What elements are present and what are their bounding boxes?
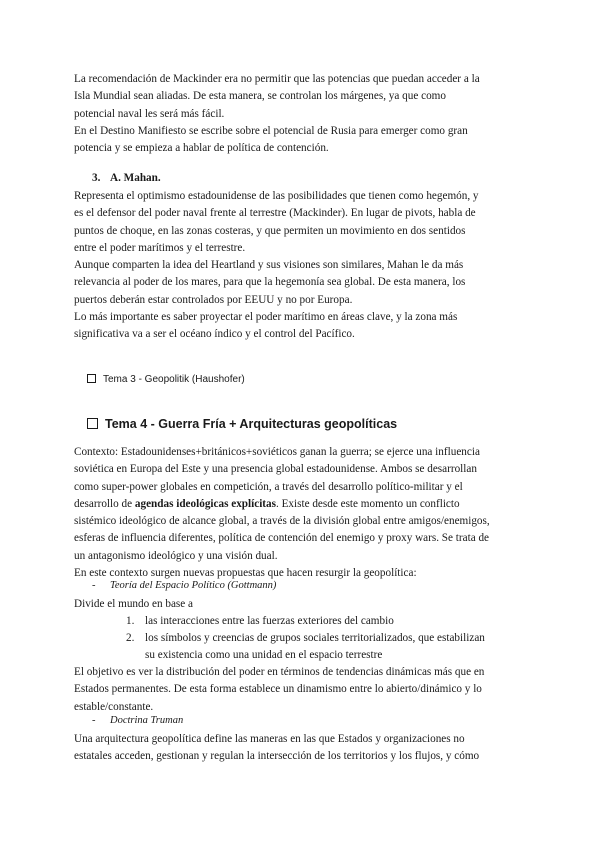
bold-phrase: agendas ideológicas explícitas xyxy=(134,497,276,510)
text-line xyxy=(126,613,394,630)
arquitectura-paragraph xyxy=(74,731,534,766)
text-line: un antagonismo ideológico y una visión dual. xyxy=(74,549,278,562)
mahan-paragraph xyxy=(74,188,534,344)
topic-3-heading xyxy=(87,374,245,385)
text-line: estatales acceden, gestionan y regulan la intersección de los territorios y los flujos, y cómo xyxy=(74,750,480,763)
text-line: significativa va a ser el océano índico y el control del Pacífico. xyxy=(74,328,355,341)
text-line: Representa el optimismo estadounidense de las posibilidades que tienen como hegemón, y xyxy=(74,190,479,202)
text-run: desarrollo de xyxy=(74,497,135,510)
dash-item-gottmann xyxy=(92,580,276,591)
section-number: 3. xyxy=(92,172,101,184)
checkbox-bullet-icon xyxy=(87,418,98,429)
text-line xyxy=(74,496,534,513)
text-line: potencial naval les será más fácil. xyxy=(74,107,225,120)
text-line: sistémico ideológico de alcance global, a través de la división global entre amigos/enemigos, xyxy=(74,515,490,528)
text-line: puertos deberán estar controlados por EEUU y no por Europa. xyxy=(74,293,353,306)
topic-4-label: Tema 4 - Guerra Fría + Arquitecturas geopolíticas xyxy=(105,417,398,431)
mackinder-paragraph xyxy=(74,71,534,157)
text-line: entre el poder marítimos y el terrestre. xyxy=(74,241,246,254)
text-line: La recomendación de Mackinder era no permitir que las potencias que puedan acceder a la xyxy=(74,73,480,85)
text-line: potencia y se empieza a hablar de política de contención. xyxy=(74,142,329,155)
text-line: Lo más importante es saber proyectar el poder marítimo en áreas clave, y la zona más xyxy=(74,311,458,324)
text-line: como super-power globales en competición, a través del desarrollo político-militar y el xyxy=(74,480,463,493)
text-line: su existencia como una unidad en el espacio terrestre xyxy=(145,649,383,662)
topic-4-heading xyxy=(87,417,397,431)
dash-item-truman xyxy=(92,715,183,726)
text-line: En el Destino Manifiesto se escribe sobre el potencial de Rusia para emerger como gran xyxy=(74,124,468,137)
divide-line xyxy=(74,596,534,613)
numbered-item xyxy=(126,613,394,630)
text-line: Contexto: Estadounidenses+británicos+soviéticos ganan la guerra; se ejerce una influencia xyxy=(74,446,480,458)
text-line: Aunque comparten la idea del Heartland y sus visiones son similares, Mahan le da más xyxy=(74,259,464,272)
dash-bullet: - xyxy=(92,715,96,726)
dash-item-label: Doctrina Truman xyxy=(110,715,184,726)
text-line: Divide el mundo en base a xyxy=(74,598,193,610)
text-line: soviética en Europa del Este y una presencia global estadounidense. Ambos se desarrollan xyxy=(74,463,477,476)
section-title: A. Mahan. xyxy=(110,172,161,184)
item-text: las interacciones entre las fuerzas exteriores del cambio xyxy=(145,615,394,627)
text-line: Estados permanentes. De esta forma establece un dinamismo entre lo abierto/dinámico y lo xyxy=(74,683,482,696)
text-line xyxy=(126,630,485,647)
item-number: 1. xyxy=(126,615,135,627)
text-line: puntos de choque, en las zonas costeras, y que permiten un movimiento en dos sentidos xyxy=(74,224,466,237)
item-text: los símbolos y creencias de grupos sociales territorializados, que estabilizan xyxy=(145,632,485,644)
text-line: En este contexto surgen nuevas propuestas que hacen resurgir la geopolítica: xyxy=(74,567,417,580)
section-heading-mahan xyxy=(92,172,161,184)
checkbox-bullet-icon xyxy=(87,374,96,383)
numbered-item xyxy=(126,630,485,665)
item-number: 2. xyxy=(126,632,135,644)
topic-3-label: Tema 3 - Geopolitik (Haushofer) xyxy=(103,374,245,385)
text-line: El objetivo es ver la distribución del poder en términos de tendencias dinámicas más que en xyxy=(74,666,485,678)
text-line: relevancia al poder de los mares, para que la hegemonía sea global. De esta manera, los xyxy=(74,276,466,289)
text-line: Una arquitectura geopolítica define las maneras en las que Estados y organizaciones no xyxy=(74,733,465,745)
contexto-paragraph xyxy=(74,444,534,582)
text-run: . Existe desde este momento un conflicto xyxy=(275,497,460,510)
text-line: es el defensor del poder naval frente al terrestre (Mackinder). En lugar de pivots, habla de xyxy=(74,207,476,220)
objetivo-paragraph xyxy=(74,664,534,716)
text-line: esferas de influencia diferentes, política de contención del enemigo y proxy wars. Se trata de xyxy=(74,532,490,545)
dash-bullet: - xyxy=(92,580,96,591)
text-line: estable/constante. xyxy=(74,700,154,713)
dash-item-label: Teoría del Espacio Político (Gottmann) xyxy=(110,580,277,591)
text-line: Isla Mundial sean aliadas. De esta manera, se controlan los márgenes, ya que como xyxy=(74,90,446,103)
